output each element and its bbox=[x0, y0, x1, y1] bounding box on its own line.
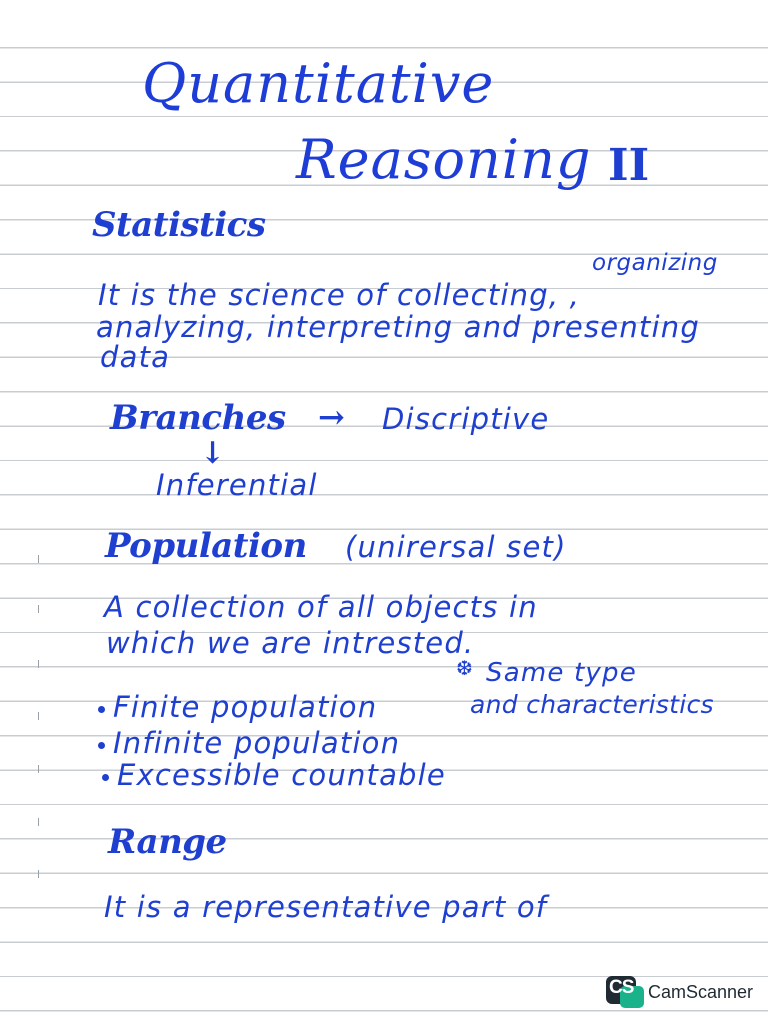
camscanner-label: CamScanner bbox=[648, 981, 754, 1002]
population-heading: Population bbox=[105, 526, 307, 566]
margin-tick bbox=[38, 660, 45, 668]
title-numeral: II bbox=[608, 140, 650, 191]
margin-tick bbox=[38, 765, 45, 773]
bullet-icon bbox=[98, 742, 105, 749]
margin-tick bbox=[38, 870, 45, 878]
side-note-marker-icon: ❆ bbox=[456, 656, 473, 680]
bullet-label: Excessible countable bbox=[117, 758, 446, 792]
statistics-line-2: analyzing, interpreting and presenting bbox=[96, 310, 700, 344]
statistics-line-3: data bbox=[100, 340, 171, 374]
title-line-2: Reasoning bbox=[296, 128, 592, 191]
side-note-line-2: and characteristics bbox=[470, 690, 714, 719]
statistics-heading: Statistics bbox=[92, 205, 266, 245]
margin-tick bbox=[38, 555, 45, 563]
bullet-icon bbox=[98, 706, 105, 713]
range-line-1: It is a representative part of bbox=[104, 890, 548, 924]
branch-inferential: Inferential bbox=[156, 468, 318, 502]
arrow-right-icon: → bbox=[318, 398, 345, 436]
population-line-2: which we are intrested. bbox=[106, 626, 475, 660]
bullet-item bbox=[98, 726, 400, 760]
margin-tick bbox=[38, 818, 45, 826]
statistics-insert-word: organizing bbox=[592, 250, 718, 276]
camscanner-watermark bbox=[606, 974, 753, 1010]
margin-tick bbox=[38, 712, 45, 720]
camscanner-logo-letters: CS bbox=[609, 977, 634, 998]
population-note: (unirersal set) bbox=[345, 530, 567, 564]
branches-heading: Branches bbox=[110, 398, 286, 438]
camscanner-logo-icon bbox=[606, 976, 644, 1008]
title-line-1: Quantitative bbox=[142, 52, 495, 115]
margin-tick bbox=[38, 605, 45, 613]
arrow-down-icon: ↓ bbox=[200, 436, 226, 471]
population-line-1: A collection of all objects in bbox=[104, 590, 538, 624]
side-note-line-1: Same type bbox=[486, 658, 637, 688]
statistics-line-1: It is the science of collecting, , bbox=[98, 278, 581, 312]
bullet-label: Finite population bbox=[113, 690, 378, 724]
bullet-item bbox=[98, 690, 377, 724]
bullet-item bbox=[102, 758, 446, 792]
branch-descriptive: Discriptive bbox=[382, 402, 550, 436]
range-heading: Range bbox=[108, 822, 227, 862]
bullet-icon bbox=[102, 774, 109, 781]
bullet-label: Infinite population bbox=[113, 726, 401, 760]
